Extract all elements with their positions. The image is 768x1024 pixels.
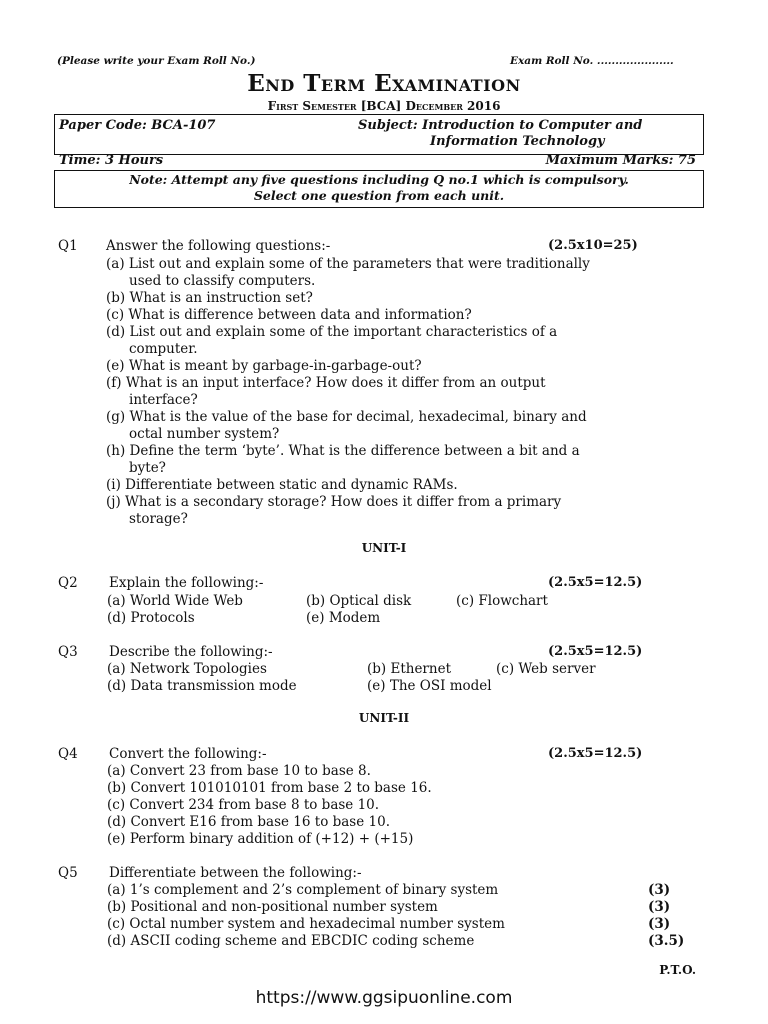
list-item: (a) List out and explain some of the parameters that were traditionally bbox=[106, 256, 590, 272]
page-turn-over: P.T.O. bbox=[659, 963, 696, 977]
q2-item-a: (a) World Wide Web bbox=[107, 593, 243, 609]
subject bbox=[358, 118, 698, 150]
q3-item-a: (a) Network Topologies bbox=[107, 661, 267, 677]
unit-1-heading: UNIT-I bbox=[361, 541, 407, 555]
list-item: (c) Convert 234 from base 8 to base 10. bbox=[107, 797, 380, 813]
exam-title: End Term Examination bbox=[247, 70, 521, 97]
list-item: (i) Differentiate between static and dynamic RAMs. bbox=[106, 477, 458, 493]
list-item: (c) What is difference between data and information? bbox=[106, 307, 472, 323]
list-item: octal number system? bbox=[129, 426, 280, 442]
subject-line-1: Subject: Introduction to Computer and bbox=[358, 118, 643, 133]
list-item: computer. bbox=[129, 341, 198, 357]
q5-item-marks: (3) bbox=[648, 899, 671, 915]
footer-url: https://www.ggsipuonline.com bbox=[255, 988, 513, 1008]
note-line-1: Note: Attempt any five questions including Q no.1 which is compulsory. bbox=[129, 172, 629, 187]
q2-item-c: (c) Flowchart bbox=[456, 593, 548, 609]
q1-items bbox=[106, 256, 696, 528]
list-item: (b) Convert 101010101 from base 2 to base 16. bbox=[107, 780, 432, 796]
list-item: byte? bbox=[129, 460, 166, 476]
exam-roll-no-label: Exam Roll No. ..................... bbox=[510, 55, 674, 67]
list-item: interface? bbox=[129, 392, 198, 408]
list-item: (g) What is the value of the base for decimal, hexadecimal, binary and bbox=[106, 409, 587, 425]
roll-instruction: (Please write your Exam Roll No.) bbox=[57, 55, 256, 67]
q5-text: Differentiate between the following:- bbox=[109, 865, 362, 881]
instruction-note bbox=[54, 172, 704, 204]
list-item: (e) What is meant by garbage-in-garbage-out? bbox=[106, 358, 422, 374]
q3-item-c: (c) Web server bbox=[496, 661, 596, 677]
paper-code: Paper Code: BCA-107 bbox=[59, 118, 216, 133]
q5-item-marks: (3) bbox=[648, 882, 671, 898]
list-item: (d) Convert E16 from base 16 to base 10. bbox=[107, 814, 390, 830]
q1-number: Q1 bbox=[58, 238, 78, 254]
q3-item-b: (b) Ethernet bbox=[367, 661, 451, 677]
q2-item-b: (b) Optical disk bbox=[306, 593, 412, 609]
list-item: (d) ASCII coding scheme and EBCDIC coding scheme bbox=[107, 933, 475, 949]
list-item: (d) List out and explain some of the important characteristics of a bbox=[106, 324, 558, 340]
q5-marks-column bbox=[648, 882, 684, 950]
list-item: (e) Perform binary addition of (+12) + (+15) bbox=[107, 831, 414, 847]
q3-text: Describe the following:- bbox=[109, 644, 273, 660]
list-item: (h) Define the term ‘byte’. What is the difference between a bit and a bbox=[106, 443, 580, 459]
semester-line: First Semester [BCA] December 2016 bbox=[267, 99, 501, 113]
q2-item-d: (d) Protocols bbox=[107, 610, 195, 626]
q5-item-marks: (3) bbox=[648, 916, 671, 932]
q4-text: Convert the following:- bbox=[109, 746, 267, 762]
q5-number: Q5 bbox=[58, 865, 78, 881]
q2-item-e: (e) Modem bbox=[306, 610, 381, 626]
q2-text: Explain the following:- bbox=[109, 575, 264, 591]
q1-marks: (2.5x10=25) bbox=[548, 238, 638, 253]
q3-number: Q3 bbox=[58, 644, 78, 660]
q4-number: Q4 bbox=[58, 746, 78, 762]
list-item: (b) Positional and non-positional number system bbox=[107, 899, 438, 915]
list-item: (j) What is a secondary storage? How does it differ from a primary bbox=[106, 494, 562, 510]
list-item: (a) 1’s complement and 2’s complement of binary system bbox=[107, 882, 499, 898]
q4-items bbox=[107, 763, 432, 848]
list-item: used to classify computers. bbox=[129, 273, 316, 289]
list-item: (b) What is an instruction set? bbox=[106, 290, 313, 306]
note-line-2: Select one question from each unit. bbox=[253, 188, 505, 203]
q1-text: Answer the following questions:- bbox=[106, 238, 331, 254]
list-item: (c) Octal number system and hexadecimal number system bbox=[107, 916, 505, 932]
q2-number: Q2 bbox=[58, 575, 78, 591]
list-item: (f) What is an input interface? How does it differ from an output bbox=[106, 375, 546, 391]
time-allowed: Time: 3 Hours bbox=[59, 153, 164, 168]
q5-item-marks: (3.5) bbox=[648, 933, 685, 949]
unit-2-heading: UNIT-II bbox=[358, 711, 410, 725]
q5-items bbox=[107, 882, 505, 950]
q3-marks: (2.5x5=12.5) bbox=[548, 644, 643, 659]
q3-item-d: (d) Data transmission mode bbox=[107, 678, 297, 694]
q4-marks: (2.5x5=12.5) bbox=[548, 746, 643, 761]
list-item: storage? bbox=[129, 511, 188, 527]
subject-line-2: Information Technology bbox=[430, 134, 605, 149]
list-item: (a) Convert 23 from base 10 to base 8. bbox=[107, 763, 371, 779]
maximum-marks: Maximum Marks: 75 bbox=[545, 153, 696, 168]
q2-marks: (2.5x5=12.5) bbox=[548, 575, 643, 590]
q3-item-e: (e) The OSI model bbox=[367, 678, 492, 694]
